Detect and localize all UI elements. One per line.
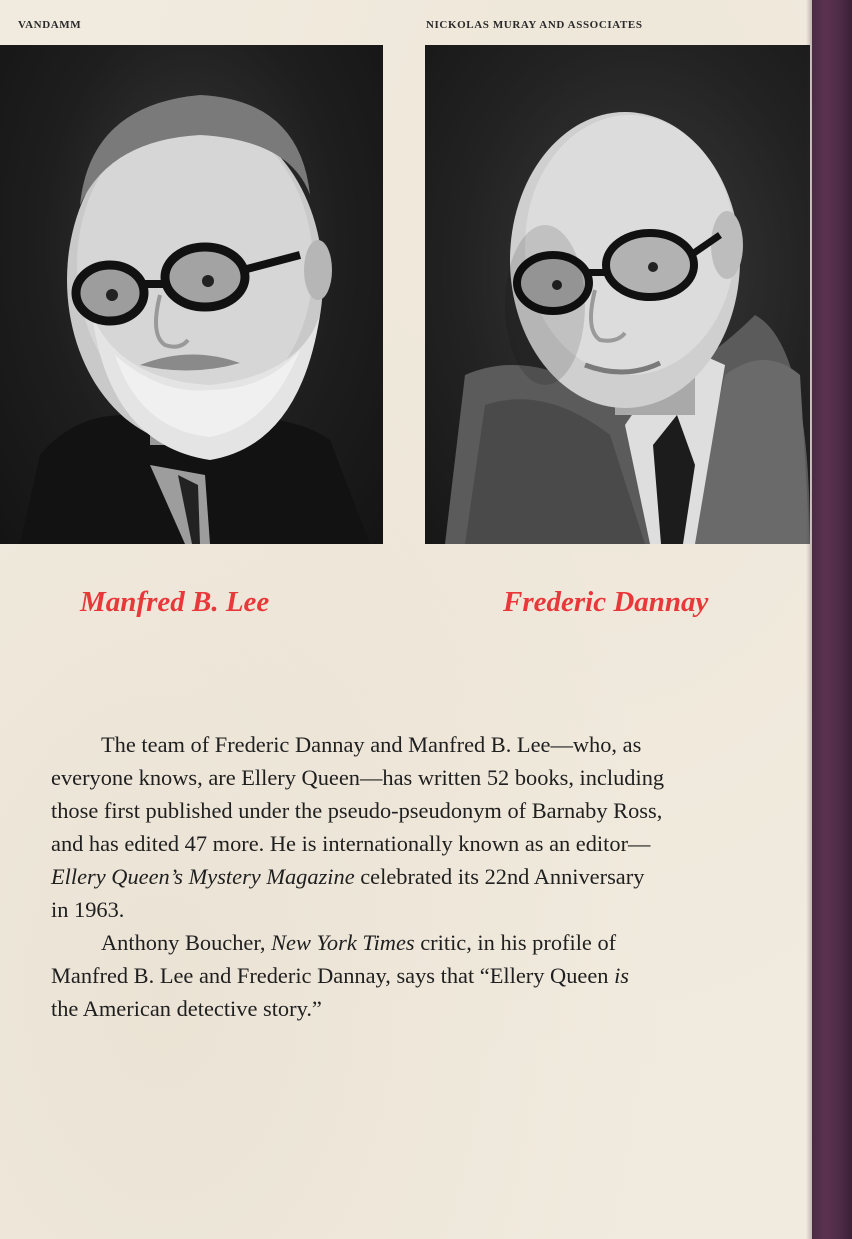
text-line	[51, 860, 751, 893]
book-spine	[812, 0, 852, 1239]
text-line: The team of Frederic Dannay and Manfred B. Lee—who, as	[101, 732, 642, 757]
text-segment: Manfred B. Lee and Frederic Dannay, says that “Ellery Queen	[51, 963, 615, 988]
text-line: and has edited 47 more. He is internationally known as an editor—	[51, 831, 651, 856]
description-text	[51, 728, 751, 1025]
text-line: everyone knows, are Ellery Queen—has written 52 books, including	[51, 765, 665, 790]
text-segment: Anthony Boucher,	[101, 930, 272, 955]
text-line: those first published under the pseudo-pseudonym of Barnaby Ross,	[51, 798, 663, 823]
portrait-right-photo	[425, 45, 810, 544]
caption-frederic-dannay: Frederic Dannay	[503, 586, 709, 618]
portrait-left-photo	[0, 45, 383, 544]
text-line	[51, 959, 751, 992]
text-line: the American detective story.”	[51, 996, 322, 1021]
newspaper-title: New York Times	[271, 930, 415, 955]
text-line	[51, 926, 751, 959]
caption-manfred-lee: Manfred B. Lee	[80, 586, 270, 618]
text-segment: celebrated its 22nd Anniversary	[354, 864, 645, 889]
text-line: in 1963.	[51, 897, 125, 922]
photo-credit-right: NICKOLAS MURAY AND ASSOCIATES	[426, 19, 643, 31]
emphasis-is: is	[614, 963, 630, 988]
photo-credit-left: VANDAMM	[18, 19, 82, 31]
text-segment: critic, in his profile of	[414, 930, 617, 955]
magazine-title: Ellery Queen’s Mystery Magazine	[51, 864, 355, 889]
